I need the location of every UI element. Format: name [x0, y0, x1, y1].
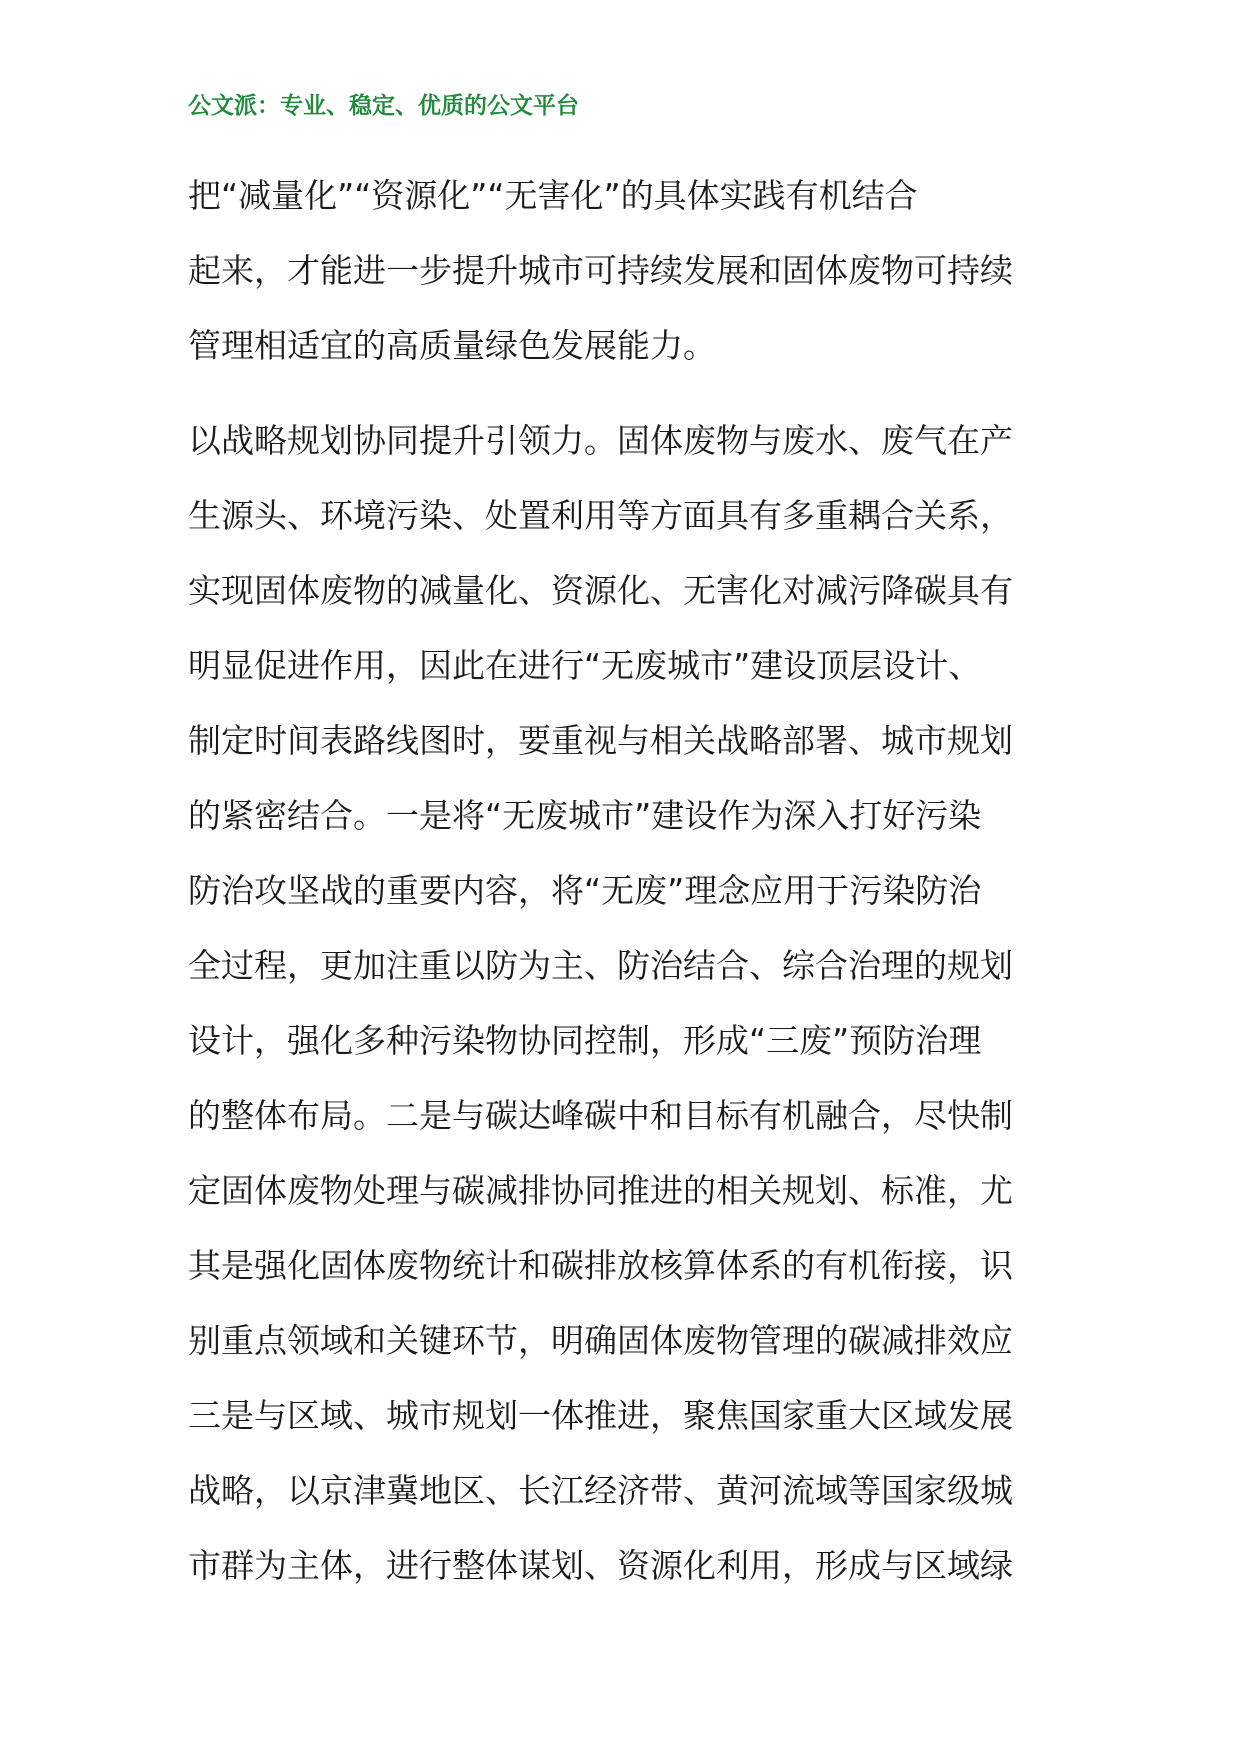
text-line: 的整体布局。二是与碳达峰碳中和目标有机融合，尽快制	[188, 1096, 1013, 1135]
page-header: 公文派：专业、稳定、优质的公文平台	[188, 93, 579, 119]
text-line: 设计，强化多种污染物协同控制，形成“三废”预防治理	[188, 1021, 982, 1060]
text-line: 把“减量化”“资源化”“无害化”的具体实践有机结合	[188, 176, 918, 215]
text-line: 定固体废物处理与碳减排协同推进的相关规划、标准，尤	[188, 1171, 1013, 1210]
text-line: 防治攻坚战的重要内容，将“无废”理念应用于污染防治	[188, 871, 982, 910]
text-line: 全过程，更加注重以防为主、防治结合、综合治理的规划	[188, 946, 1013, 985]
text-line: 战略，以京津冀地区、长江经济带、黄河流域等国家级城	[188, 1471, 1013, 1510]
text-line: 起来，才能进一步提升城市可持续发展和固体废物可持续	[188, 251, 1013, 290]
text-line: 制定时间表路线图时，要重视与相关战略部署、城市规划	[188, 721, 1013, 760]
text-line: 以战略规划协同提升引领力。固体废物与废水、废气在产	[188, 421, 1013, 460]
text-line: 别重点领域和关键环节，明确固体废物管理的碳减排效应	[188, 1321, 1013, 1360]
text-line: 市群为主体，进行整体谋划、资源化利用，形成与区域绿	[188, 1546, 1013, 1585]
text-line: 管理相适宜的高质量绿色发展能力。	[188, 326, 716, 365]
text-line: 生源头、环境污染、处置利用等方面具有多重耦合关系，	[188, 496, 1013, 535]
text-line: 的紧密结合。一是将“无废城市”建设作为深入打好污染	[188, 796, 982, 835]
text-line: 实现固体废物的减量化、资源化、无害化对减污降碳具有	[188, 571, 1013, 610]
paragraph	[188, 158, 1068, 383]
text-line: 其是强化固体废物统计和碳排放核算体系的有机衔接，识	[188, 1246, 1013, 1285]
text-line: 明显促进作用，因此在进行“无废城市”建设顶层设计、	[188, 646, 982, 685]
text-line: 三是与区域、城市规划一体推进，聚焦国家重大区域发展	[188, 1396, 1013, 1435]
paragraph	[188, 403, 1068, 1603]
